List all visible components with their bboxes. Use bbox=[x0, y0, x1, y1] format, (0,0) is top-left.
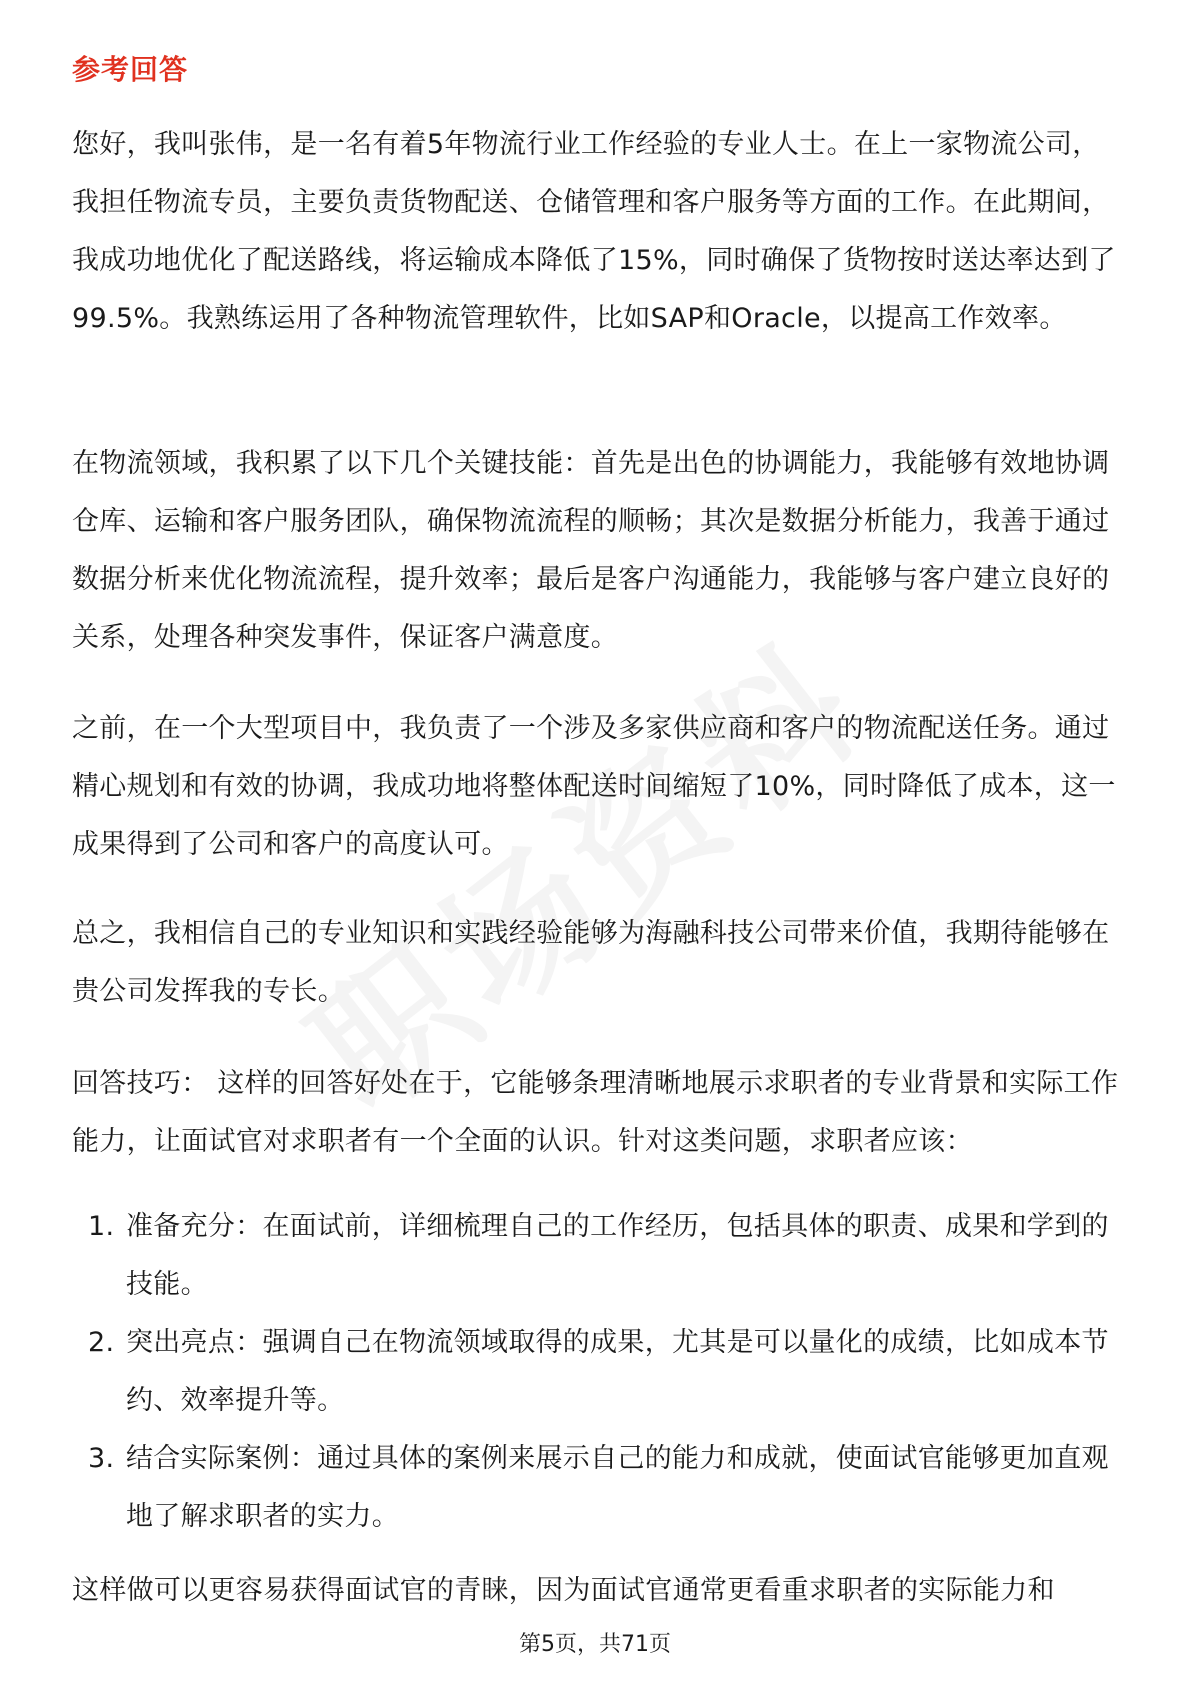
paragraph-project: 之前，在一个大型项目中，我负责了一个涉及多家供应商和客户的物流配送任务。通过精心规划和有效的协调，我成功地将整体配送时间缩短了10%，同时降低了成本，这一成果得到了公司和客户的高度认可。 bbox=[72, 713, 1116, 860]
tips-list bbox=[72, 1198, 1122, 1546]
list-item-text: 突出亮点：强调自己在物流领域取得的成果，尤其是可以量化的成绩，比如成本节约、效率提升等。 bbox=[126, 1327, 1109, 1416]
list-item bbox=[72, 1430, 1122, 1546]
paragraph-intro: 您好，我叫张伟，是一名有着5年物流行业工作经验的专业人士。在上一家物流公司，我担任物流专员，主要负责货物配送、仓储管理和客户服务等方面的工作。在此期间，我成功地优化了配送路线，将运输成本降低了15%，同时确保了货物按时送达率达到了99.5%。我熟练运用了各种物流管理软件，比如SAP和Oracle，以提高工作效率。 bbox=[72, 129, 1116, 334]
paragraph-closing: 这样做可以更容易获得面试官的青睐，因为面试官通常更看重求职者的实际能力和 bbox=[72, 1575, 1055, 1606]
paragraph-conclusion: 总之，我相信自己的专业知识和实践经验能够为海融科技公司带来价值，我期待能够在贵公司发挥我的专长。 bbox=[72, 918, 1110, 1007]
list-item-text: 准备充分：在面试前，详细梳理自己的工作经历，包括具体的职责、成果和学到的技能。 bbox=[126, 1211, 1109, 1300]
list-item bbox=[72, 1314, 1122, 1430]
page-number-footer: 第5页，共71页 bbox=[519, 1632, 671, 1657]
list-item bbox=[72, 1198, 1122, 1314]
list-item-number: 3. bbox=[88, 1443, 115, 1474]
paragraph-skills: 在物流领域，我积累了以下几个关键技能：首先是出色的协调能力，我能够有效地协调仓库、运输和客户服务团队，确保物流流程的顺畅；其次是数据分析能力，我善于通过数据分析来优化物流流程，提升效率；最后是客户沟通能力，我能够与客户建立良好的关系，处理各种突发事件，保证客户满意度。 bbox=[72, 448, 1110, 653]
list-item-number: 2. bbox=[88, 1327, 115, 1358]
section-heading: 参考回答 bbox=[72, 53, 189, 86]
list-item-text: 结合实际案例：通过具体的案例来展示自己的能力和成就，使面试官能够更加直观地了解求职者的实力。 bbox=[126, 1443, 1109, 1532]
paragraph-tips-intro: 回答技巧： 这样的回答好处在于，它能够条理清晰地展示求职者的专业背景和实际工作能力，让面试官对求职者有一个全面的认识。针对这类问题，求职者应该： bbox=[72, 1068, 1119, 1157]
list-item-number: 1. bbox=[88, 1211, 115, 1242]
